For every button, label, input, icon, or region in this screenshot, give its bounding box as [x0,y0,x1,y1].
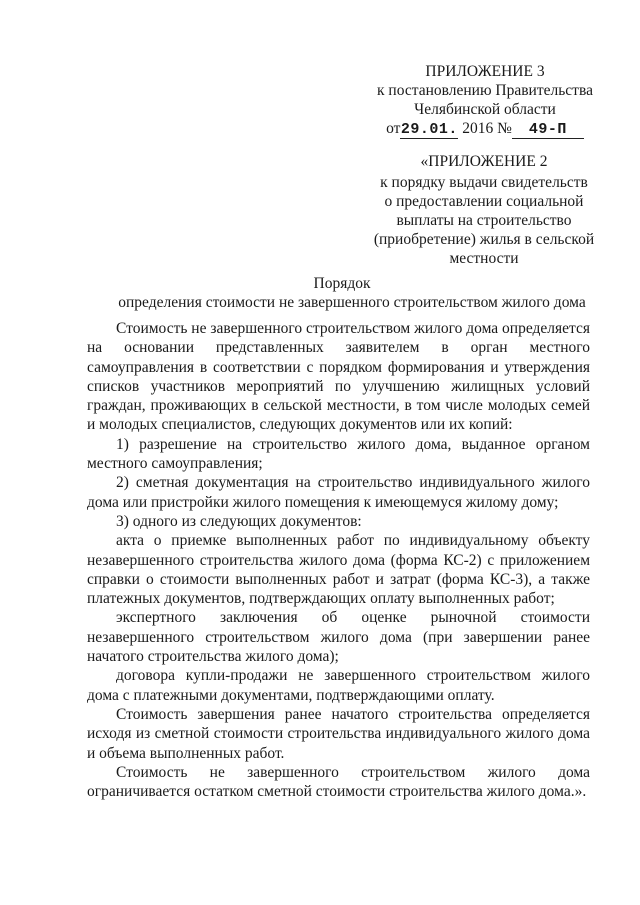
number-sign: № [497,120,512,137]
paragraph: Стоимость не завершенного строительством жилого дома определяется на основании представленных заявителем в орган местного самоуправления в соответствии с порядком формирования и утверждения списков участников мероприятий по улучшению жилищных условий граждан, проживающих в сельской местности, в том числе молодых семей и молодых специалистов, следующих документов или их копий: [87,320,590,434]
document-body [87,319,590,801]
appendix-2-line: местности [449,250,519,267]
appendix-3-header [360,62,610,139]
paragraph: акта о приемке выполненных работ по индивидуальному объекту незавершенного строительства жилого дома (форма КС-2) с приложением справки о стоимости выполненных работ и затрат (форма КС-3), а также платежных документов, подтверждающих оплату выполненных работ; [87,532,590,608]
year: 2016 [462,120,494,137]
appendix-2-title: «ПРИЛОЖЕНИЕ 2 [420,153,548,170]
appendix-3-line-2: Челябинской области [414,101,556,118]
appendix-2-header [358,152,610,268]
appendix-3-line-1: к постановлению Правительства [377,82,593,99]
handwritten-number: 49-П [512,122,584,139]
paragraph: 2) сметная документация на строительство индивидуального жилого дома или пристройки жилого помещения к имеющемуся жилому дому; [87,474,590,511]
appendix-2-line: о предоставлении социальной [384,193,584,210]
appendix-2-line: к порядку выдачи свидетельств [380,174,588,191]
appendix-2-line: (приобретение) жилья в сельской [373,231,595,248]
appendix-3-title: ПРИЛОЖЕНИЕ 3 [425,63,545,80]
handwritten-date: 29.01. [400,121,458,138]
paragraph: Стоимость завершения ранее начатого строительства определяется исходя из сметной стоимости строительства индивидуального жилого дома и объема выполненных работ. [87,705,590,762]
paragraph: экспертного заключения об оценке рыночной стоимости незавершенного строительством жилого дома (при завершении ранее начатого строительства жилого дома); [87,609,590,666]
date-prefix: от [386,120,401,137]
document-subtitle: определения стоимости не завершенного строительством жилого дома [118,294,586,311]
paragraph: 3) одного из следующих документов: [116,512,362,530]
appendix-2-line: выплаты на строительство [396,212,572,229]
paragraph: 1) разрешение на строительство жилого дома, выданное органом местного самоуправления; [87,435,590,473]
paragraph: договора купли-продажи не завершенного строительством жилого дома с платежными документами, подтверждающими оплату. [87,667,590,704]
appendix-3-date-line [360,119,610,139]
paragraph: Стоимость не завершенного строительством жилого дома ограничивается остатком сметной стоимости строительства жилого дома.». [87,763,590,801]
document-title: Порядок [313,275,371,292]
